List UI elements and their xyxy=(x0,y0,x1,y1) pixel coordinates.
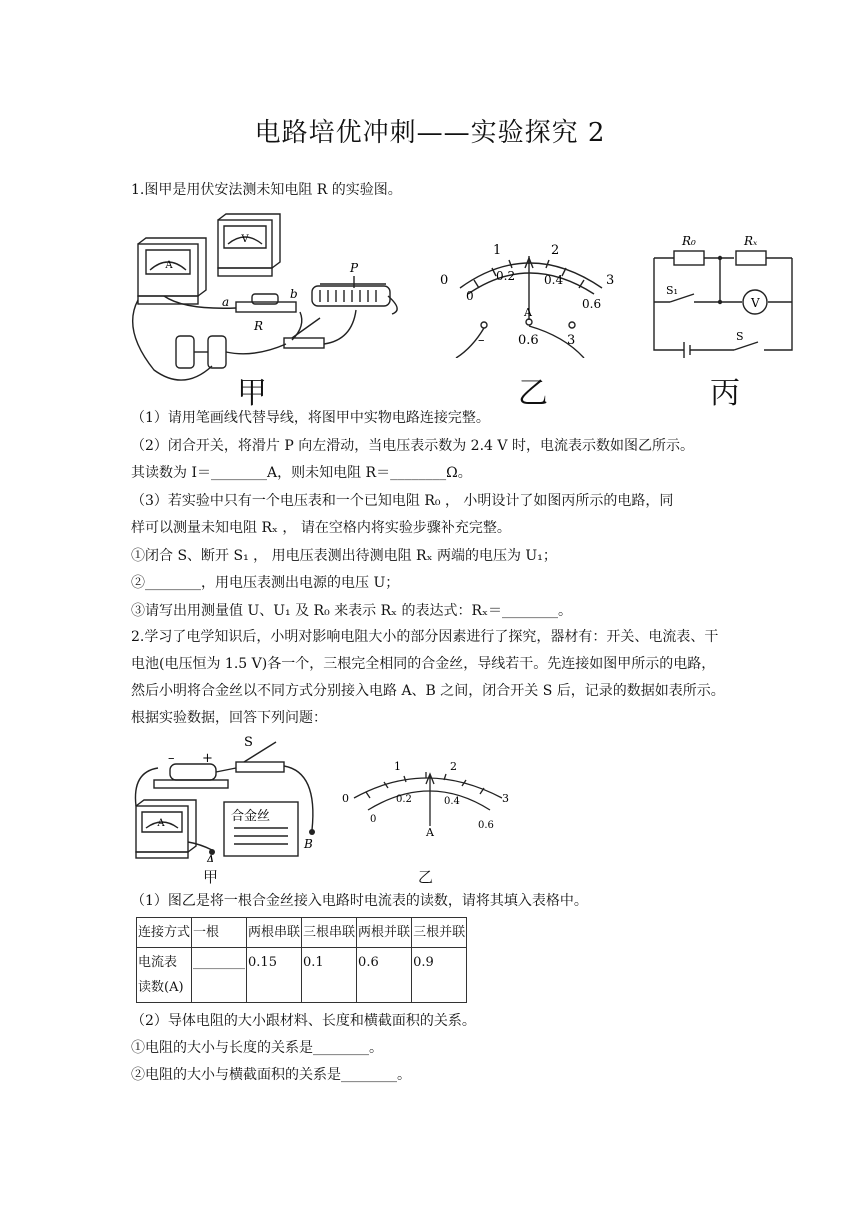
svg-text:A: A xyxy=(157,818,165,829)
table-header-cell: 三根并联 xyxy=(412,918,467,948)
svg-text:0.4: 0.4 xyxy=(444,796,460,807)
svg-text:A: A xyxy=(206,853,215,862)
q2-step1: ①电阻的大小与长度的关系是________。 xyxy=(131,1040,383,1056)
svg-text:0: 0 xyxy=(440,273,449,288)
svg-text:R: R xyxy=(254,319,264,333)
q2-data-table xyxy=(136,917,467,1003)
q1-figure-bing xyxy=(644,232,804,366)
q2-caption-jia: 甲 xyxy=(203,868,219,886)
svg-text:0.4: 0.4 xyxy=(544,273,564,287)
svg-text:0: 0 xyxy=(370,814,377,825)
q2-stem: 2.学习了电学知识后，小明对影响电阻大小的部分因素进行了探究，器材有：开关、电流表、干电池(电压恒为 1.5 V)各一个，三根完全相同的合金丝，导线若干。先连接如图甲所示的电路，然后小明将合金丝以不同方式分别接入电路 A、B 之间，闭合开关 S 后，记录的数据如表所示。根据实验数据，回答下列问题： xyxy=(131,629,725,726)
q2-step2: ②电阻的大小与横截面积的关系是________。 xyxy=(131,1067,411,1083)
table-cell: 0.1 xyxy=(302,948,357,1003)
q1-figure-jia xyxy=(124,210,424,404)
q1-part2-line1: （2）闭合开关，将滑片 P 向左滑动，当电压表示数为 2.4 V 时，电流表示数如图乙所示。 xyxy=(131,438,694,454)
table-header-cell: 连接方式 xyxy=(137,918,192,948)
table-header-cell: 三根串联 xyxy=(302,918,357,948)
voltmeter-label: V xyxy=(241,234,249,245)
svg-text:A: A xyxy=(426,826,434,839)
table-header-cell: 一根 xyxy=(192,918,247,948)
table-header-row xyxy=(137,918,467,948)
svg-text:A: A xyxy=(524,306,532,319)
table-header-cell: 两根并联 xyxy=(357,918,412,948)
page-title: 电路培优冲刺——实验探究 2 xyxy=(254,118,606,148)
svg-text:2: 2 xyxy=(450,760,457,773)
q2-part2: （2）导体电阻的大小跟材料、长度和横截面积的关系。 xyxy=(131,1013,476,1029)
q2-caption-yi: 乙 xyxy=(418,868,434,886)
svg-text:1: 1 xyxy=(493,243,502,258)
q1-part2-line2: 其读数为 I＝________A，则未知电阻 R＝________Ω。 xyxy=(131,465,472,481)
q1-part3-line1: （3）若实验中只有一个电压表和一个已知电阻 R₀ ， 小明设计了如图丙所示的电路，同 xyxy=(131,493,674,509)
q1-part1: （1）请用笔画线代替导线，将图甲中实物电路连接完整。 xyxy=(131,410,490,426)
svg-text:0.2: 0.2 xyxy=(496,269,516,283)
svg-text:+: + xyxy=(202,751,213,766)
svg-text:0.6: 0.6 xyxy=(478,820,494,831)
q1-step1: ①闭合 S、断开 S₁ ， 用电压表测出待测电阻 Rₓ 两端的电压为 U₁； xyxy=(131,548,557,564)
table-cell: ________ xyxy=(192,948,247,1003)
q1-step3: ③请写出用测量值 U、U₁ 及 R₀ 来表示 Rₓ 的表达式：Rₓ＝________。 xyxy=(131,603,573,619)
table-cell: 0.6 xyxy=(357,948,412,1003)
q2-figure-jia xyxy=(128,732,328,866)
table-header-cell: 两根串联 xyxy=(247,918,302,948)
svg-text:R₀: R₀ xyxy=(682,234,696,248)
svg-text:–: – xyxy=(478,333,485,348)
q1-caption-bing: 丙 xyxy=(710,376,740,411)
q1-step2: ②________，用电压表测出电源的电压 U； xyxy=(131,575,400,591)
q1-figure-yi xyxy=(434,238,624,362)
q1-caption-yi: 乙 xyxy=(518,376,548,411)
svg-text:3: 3 xyxy=(567,333,576,348)
svg-text:3: 3 xyxy=(502,792,509,805)
svg-text:0: 0 xyxy=(466,289,474,303)
svg-text:Rₓ: Rₓ xyxy=(744,234,758,248)
svg-text:a: a xyxy=(222,295,230,309)
table-cell: 0.15 xyxy=(247,948,302,1003)
svg-text:–: – xyxy=(168,751,175,766)
svg-text:P: P xyxy=(350,261,359,275)
table-cell: 0.9 xyxy=(412,948,467,1003)
table-row xyxy=(137,948,467,1003)
svg-text:S: S xyxy=(244,735,253,750)
svg-text:0.2: 0.2 xyxy=(396,794,412,805)
svg-text:0.6: 0.6 xyxy=(582,297,602,311)
svg-text:0.6: 0.6 xyxy=(518,333,539,348)
svg-text:b: b xyxy=(290,287,298,301)
q1-part3-line2: 样可以测量未知电阻 Rₓ ， 请在空格内将实验步骤补充完整。 xyxy=(131,520,511,536)
table-row-label: 电流表 读数(A) xyxy=(137,948,192,1003)
svg-text:0: 0 xyxy=(342,792,349,805)
q1-stem: 1.图甲是用伏安法测未知电阻 R 的实验图。 xyxy=(131,182,402,198)
svg-text:B: B xyxy=(304,837,313,851)
q1-caption-jia: 甲 xyxy=(237,376,267,411)
svg-text:S: S xyxy=(736,330,744,343)
svg-text:1: 1 xyxy=(394,760,401,773)
ammeter-label: A xyxy=(165,260,173,271)
svg-text:V: V xyxy=(751,296,760,310)
svg-text:3: 3 xyxy=(606,273,615,288)
q2-part1: （1）图乙是将一根合金丝接入电路时电流表的读数，请将其填入表格中。 xyxy=(131,893,588,909)
q2-figure-yi xyxy=(338,760,518,844)
svg-text:S₁: S₁ xyxy=(666,284,678,297)
svg-text:2: 2 xyxy=(551,243,560,258)
alloy-label: 合金丝 xyxy=(231,809,271,824)
